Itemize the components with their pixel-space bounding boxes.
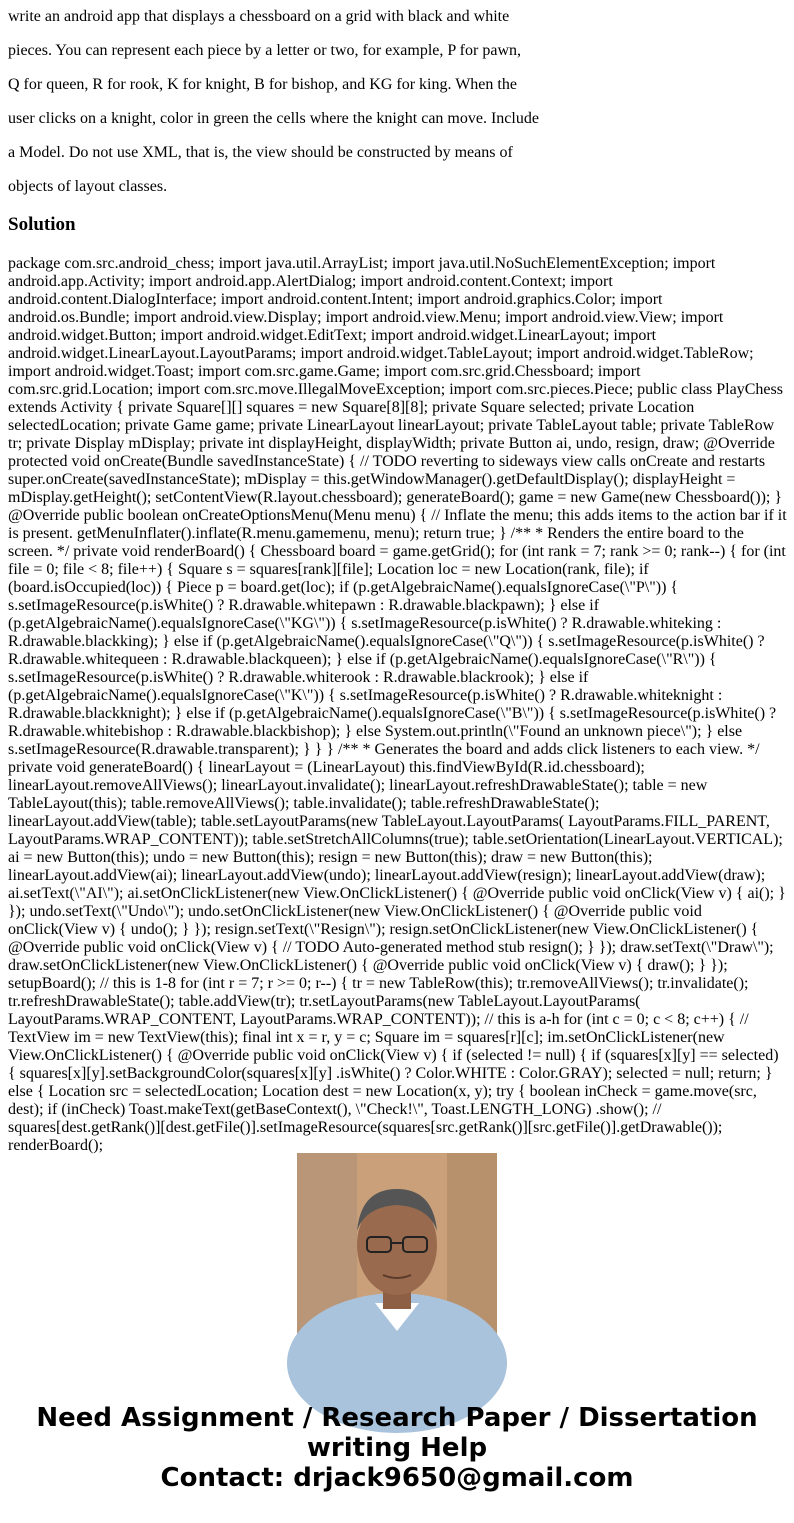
person-portrait-icon: [297, 1153, 497, 1353]
contact-banner: [0, 1403, 794, 1493]
question-line: write an android app that displays a chessboard on a grid with black and white: [8, 8, 510, 25]
cta-contact: Contact: drjack9650@gmail.com: [160, 1463, 634, 1493]
cta-line: writing Help: [306, 1433, 488, 1463]
question-text: [8, 0, 568, 204]
question-line: objects of layout classes.: [8, 178, 168, 195]
question-line: Q for queen, R for rook, K for knight, B for bishop, and KG for king. When the: [8, 76, 517, 93]
solution-code: package com.src.android_chess; import java.util.ArrayList; import java.util.NoSuchElementException; import android.app.Activity; import android.app.AlertDialog; import android.content.Context; import android.content.DialogInterface; import android.content.Intent; import android.graphics.Color; import android.os.Bundle; import android.view.Display; import android.view.Menu; import android.view.View; import android.widget.Button; import android.widget.EditText; import android.widget.LinearLayout; import android.widget.LinearLayout.LayoutParams; import android.widget.TableLayout; import android.widget.TableRow; import android.widget.Toast; import com.src.game.Game; import com.src.grid.Chessboard; import com.src.grid.Location; import com.src.move.IllegalMoveException; import com.src.pieces.Piece; public class PlayChess extends Activity { private Square[][] squares = new Square[8][8]; private Square selected; private Location selectedLocation; private Game game; private LinearLayout linearLayout; private TableLayout table; private TableRow tr; private Display mDisplay; private int displayHeight, displayWidth; private Button ai, undo, resign, draw; @Override protected void onCreate(Bundle savedInstanceState) { // TODO reverting to sideways view calls onCreate and restarts super.onCreate(savedInstanceState); mDisplay = this.getWindowManager().getDefaultDisplay(); displayHeight = mDisplay.getHeight(); setContentView(R.layout.chessboard); generateBoard(); game = new Game(new Chessboard()); } @Override public boolean onCreateOptionsMenu(Menu menu) { // Inflate the menu; this adds items to the action bar if it is present. getMenuInflater().inflate(R.menu.gamemenu, menu); return true; } /** * Renders the entire board to the screen. */ private void renderBoard() { Chessboard board = game.getGrid(); for (int rank = 7; rank >= 0; rank--) { for (int file = 0; file < 8; file++) { Square s = squares[rank][file]; Location loc = new Location(rank, file); if (board.isOccupied(loc)) { Piece p = board.get(loc); if (p.getAlgebraicName().equalsIgnoreCase(\"P\")) { s.setImageResource(p.isWhite() ? R.drawable.whitepawn : R.drawable.blackpawn); } else if (p.getAlgebraicName().equalsIgnoreCase(\"KG\")) { s.setImageResource(p.isWhite() ? R.drawable.whiteking : R.drawable.blackking); } else if (p.getAlgebraicName().equalsIgnoreCase(\"Q\")) { s.setImageResource(p.isWhite() ? R.drawable.whitequeen : R.drawable.blackqueen); } else if (p.getAlgebraicName().equalsIgnoreCase(\"R\")) { s.setImageResource(p.isWhite() ? R.drawable.whiterook : R.drawable.blackrook); } else if (p.getAlgebraicName().equalsIgnoreCase(\"K\")) { s.setImageResource(p.isWhite() ? R.drawable.whiteknight : R.drawable.blackknight); } else if (p.getAlgebraicName().equalsIgnoreCase(\"B\")) { s.setImageResource(p.isWhite() ? R.drawable.whitebishop : R.drawable.blackbishop); } else System.out.println(\"Found an unknown piece\"); } else s.setImageResource(R.drawable.transparent); } } } /** * Generates the board and adds click listeners to each view. */ private void generateBoard() { linearLayout = (LinearLayout) this.findViewById(R.id.chessboard); linearLayout.removeAllViews(); linearLayout.invalidate(); linearLayout.refreshDrawableState(); table = new TableLayout(this); table.removeAllViews(); table.invalidate(); table.refreshDrawableState(); linearLayout.addView(table); table.setLayoutParams(new TableLayout.LayoutParams( LayoutParams.FILL_PARENT, LayoutParams.WRAP_CONTENT)); table.setStretchAllColumns(true); table.setOrientation(LinearLayout.VERTICAL); ai = new Button(this); undo = new Button(this); resign = new Button(this); draw = new Button(this); linearLayout.addView(ai); linearLayout.addView(undo); linearLayout.addView(resign); linearLayout.addView(draw); ai.setText(\"AI\"); ai.setOnClickListener(new View.OnClickListener() { @Override public void onClick(View v) { ai(); } }); undo.setText(\"Undo\"); undo.setOnClickListener(new View.OnClickListener() { @Override public void onClick(View v) { undo(); } }); resign.setText(\"Resign\"); resign.setOnClickListener(new View.OnClickListener() { @Override public void onClick(View v) { // TODO Auto-generated method stub resign(); } }); draw.setText(\"Draw\"); draw.setOnClickListener(new View.OnClickListener() { @Override public void onClick(View v) { draw(); } }); setupBoard(); // this is 1-8 for (int r = 7; r >= 0; r--) { tr = new TableRow(this); tr.removeAllViews(); tr.invalidate(); tr.refreshDrawableState(); table.addView(tr); tr.setLayoutParams(new TableLayout.LayoutParams( LayoutParams.WRAP_CONTENT, LayoutParams.WRAP_CONTENT)); // this is a-h for (int c = 0; c < 8; c++) { // TextView im = new TextView(this); final int x = r, y = c; Square im = squares[r][c]; im.setOnClickListener(new View.OnClickListener() { @Override public void onClick(View v) { if (selected != null) { if (squares[x][y] == selected) { squares[x][y].setBackgroundColor(squares[x][y] .isWhite() ? Color.WHITE : Color.GRAY); selected = null; return; } else { Location src = selectedLocation; Location dest = new Location(x, y); try { boolean inCheck = game.move(src, dest); if (inCheck) Toast.makeText(getBaseContext(), \"Check!\", Toast.LENGTH_LONG) .show(); // squares[dest.getRank()][dest.getFile()].setImageResource(squares[src.getRank()][src.getFile()].getDrawable()); renderBoard();: [8, 255, 787, 1154]
author-avatar: [297, 1153, 497, 1353]
cta-line: Need Assignment / Research Paper / Dissertation: [36, 1403, 758, 1433]
solution-code-box: [8, 255, 788, 1154]
question-line: a Model. Do not use XML, that is, the view should be constructed by means of: [8, 144, 513, 161]
question-line: user clicks on a knight, color in green the cells where the knight can move. Include: [8, 110, 539, 127]
question-line: pieces. You can represent each piece by a letter or two, for example, P for pawn,: [8, 42, 521, 59]
solution-heading: Solution: [8, 214, 76, 235]
